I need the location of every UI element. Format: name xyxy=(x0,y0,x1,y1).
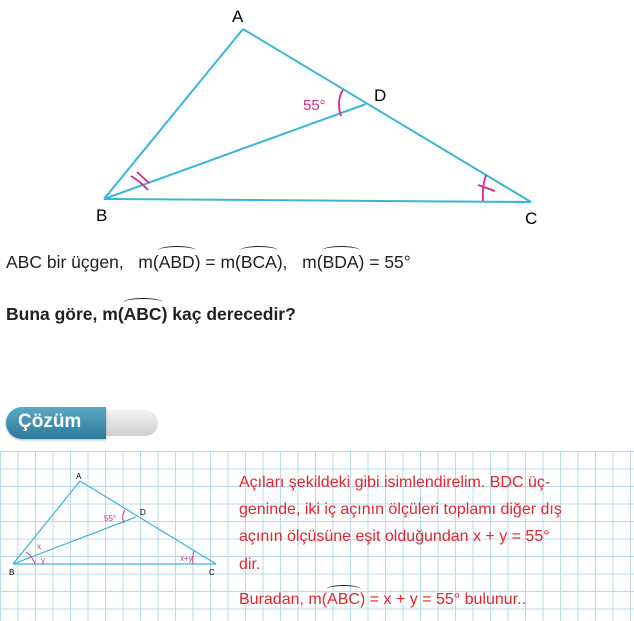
given-close1: ), xyxy=(276,252,288,272)
solution-line-5-suffix: ) = x + y = 55° bulunur.. xyxy=(359,591,527,608)
vertex-d-label: D xyxy=(374,86,387,105)
solution-figure xyxy=(0,451,235,621)
given-eq1: ) = m( xyxy=(194,252,241,272)
angle-tick-bca xyxy=(478,185,495,191)
given-m1: m( xyxy=(138,252,159,272)
given-m2: m( xyxy=(302,252,323,272)
solution-line-5-prefix: Buradan, m( xyxy=(239,591,328,608)
sol-angle-55: 55° xyxy=(104,514,117,523)
solution-line-5 xyxy=(239,591,526,609)
solution-angle-abc: ABC xyxy=(327,591,360,608)
given-statement xyxy=(6,252,411,273)
angle-abd-notation: ABD xyxy=(158,252,195,272)
vertex-c-label: C xyxy=(525,209,538,228)
question-text xyxy=(6,304,296,325)
solution-panel xyxy=(0,451,634,621)
solution-badge xyxy=(6,407,158,439)
solution-line-4: dir. xyxy=(239,556,261,573)
sol-angle-x: x xyxy=(37,542,41,551)
sol-vertex-a: A xyxy=(76,472,82,481)
vertex-b-label: B xyxy=(96,206,108,225)
badge-label: Çözüm xyxy=(18,411,82,432)
sol-vertex-c: C xyxy=(209,568,215,577)
given-eq2: ) = 55° xyxy=(358,252,411,272)
solution-line-2: geninde, iki iç açının ölçüleri toplamı diğer dış xyxy=(239,501,562,518)
sol-arc-c xyxy=(193,551,194,564)
angle-55-label: 55° xyxy=(303,97,326,114)
question-prefix: Buna göre, m( xyxy=(6,304,124,324)
angle-abc-notation: ABC xyxy=(123,304,162,324)
side-bc xyxy=(104,199,531,202)
question-suffix: ) kaç derecedir? xyxy=(161,304,296,324)
angle-bda-notation: BDA xyxy=(322,252,359,272)
triangle-figure xyxy=(0,0,634,250)
solution-line-1: Açıları şekildeki gibi isimlendirelim. BDC üç- xyxy=(239,474,551,491)
angle-bca-notation: BCA xyxy=(240,252,277,272)
solution-line-3: açının ölçüsüne eşit olduğundan x + y = 55° xyxy=(239,528,550,545)
vertex-a-label: A xyxy=(232,7,244,26)
given-prefix: ABC bir üçgen, xyxy=(6,252,124,272)
side-ac xyxy=(243,29,531,202)
badge-label-box xyxy=(6,407,106,439)
sol-angle-y: y xyxy=(41,556,45,565)
sol-side-ac xyxy=(80,481,216,564)
sol-angle-xy: x+y xyxy=(180,554,193,563)
sol-vertex-b: B xyxy=(9,568,15,577)
sol-vertex-d: D xyxy=(140,508,146,517)
